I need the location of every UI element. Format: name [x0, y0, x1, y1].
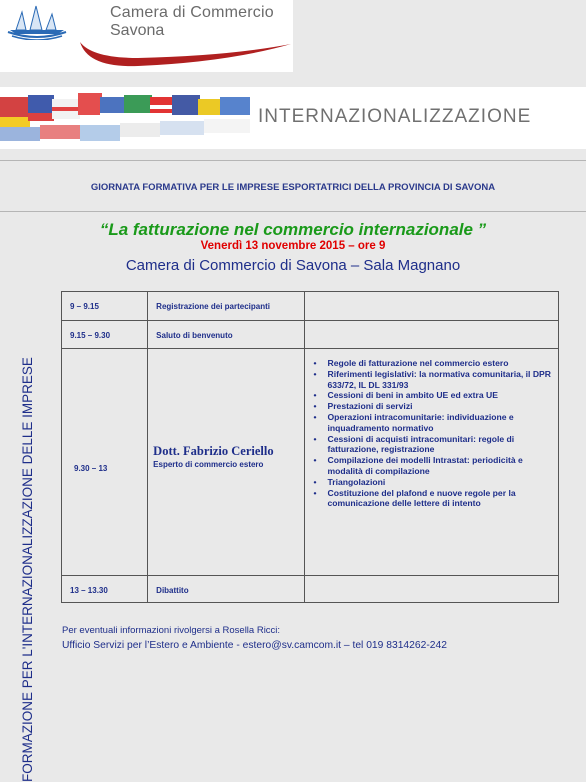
topics-cell: [305, 349, 559, 576]
contact-line: Ufficio Servizi per l’Estero e Ambiente - estero@sv.camcom.it – tel 019 8314262-242: [62, 640, 447, 651]
session-time: 9.30 – 13: [74, 464, 108, 473]
info-line: Per eventuali informazioni rivolgersi a Rosella Ricci:: [62, 625, 281, 636]
banner-title: INTERNAZIONALIZZAZIONE: [258, 106, 532, 127]
table-row: [62, 292, 559, 321]
list-item: • Cessioni di beni in ambito UE ed extra UE: [327, 390, 558, 401]
activity-cell: Saluto di benvenuto: [148, 321, 305, 349]
list-item: • Triangolazioni: [327, 477, 558, 488]
logo-swoosh-icon: [78, 38, 293, 70]
org-name-line2: Savona: [110, 22, 165, 39]
activity-cell: Dibattito: [148, 576, 305, 603]
list-item: • Riferimenti legislativi: la normativa comunitaria, il DPR 633/72, IL DL 331/93: [327, 369, 558, 391]
time-cell: 9 – 9.15: [62, 292, 148, 321]
speaker-cell: [148, 349, 305, 576]
list-item: • Prestazioni di servizi: [327, 401, 558, 412]
table-row: [62, 576, 559, 603]
org-name-line1: Camera di Commercio: [110, 4, 274, 21]
list-item: • Compilazione dei modelli Intrastat: periodicità e modalità di compilazione: [327, 455, 558, 477]
flags-image: [0, 87, 250, 149]
agenda-table: [61, 291, 559, 603]
event-category: GIORNATA FORMATIVA PER LE IMPRESE ESPORTATRICI DELLA PROVINCIA DI SAVONA: [90, 182, 496, 193]
chamber-logo: [0, 0, 293, 72]
notes-cell: [305, 292, 559, 321]
table-row: [62, 321, 559, 349]
time-cell: 9.15 – 9.30: [62, 321, 148, 349]
notes-cell: [305, 576, 559, 603]
event-title: “La fatturazione nel commercio internazionale ”: [99, 220, 487, 239]
ship-emblem-icon: [2, 2, 72, 40]
vertical-side-title: FORMAZIONE PER L'INTERNAZIONALIZZAZIONE DELLE IMPRESE: [20, 357, 35, 782]
event-date: Venerdì 13 novembre 2015 – ore 9: [200, 240, 386, 252]
divider-top: [0, 160, 586, 161]
list-item: • Cessioni di acquisti intracomunitari: regole di fatturazione, registrazione: [327, 434, 558, 456]
list-item: • Operazioni intracomunitarie: individuazione e inquadramento normativo: [327, 412, 558, 434]
table-row: [62, 349, 559, 576]
event-place: Camera di Commercio di Savona – Sala Magnano: [125, 257, 461, 274]
time-cell: [62, 349, 148, 576]
divider-bottom: [0, 211, 586, 212]
notes-cell: [305, 321, 559, 349]
activity-cell: Registrazione dei partecipanti: [148, 292, 305, 321]
topics-list: [305, 358, 558, 509]
time-cell: 13 – 13.30: [62, 576, 148, 603]
list-item: • Regole di fatturazione nel commercio estero: [327, 358, 558, 369]
speaker-name: Dott. Fabrizio Ceriello: [153, 444, 274, 458]
speaker-role: Esperto di commercio estero: [153, 460, 264, 469]
list-item: • Costituzione del plafond e nuove regole per la comunicazione delle lettere di intento: [327, 488, 558, 510]
